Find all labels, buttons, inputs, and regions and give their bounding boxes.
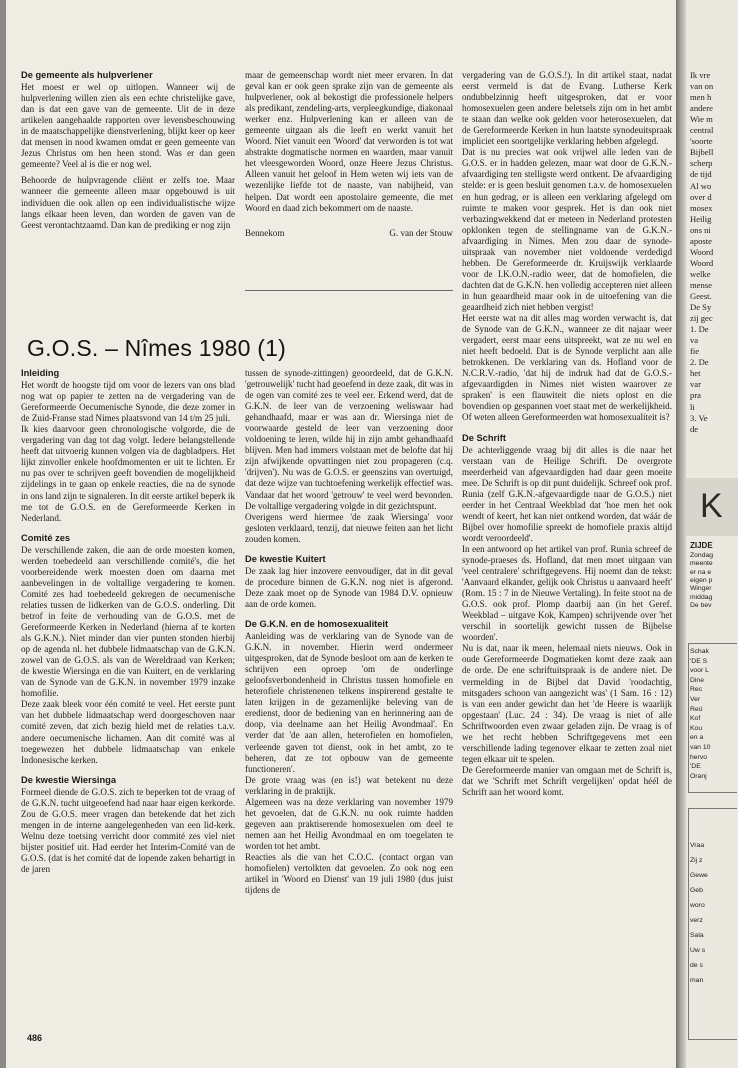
next-page-line: Uw s <box>690 947 706 954</box>
next-page-line: li <box>690 401 695 412</box>
paragraph: Nu is dat, naar ik meen, helemaal niets nieuws. Ook in oude Gereformeerde Dogmatieken komt deze zaak aan de orde. De ene schriftuitspraak is de andere niet. De vermelding in de Bijbel dat David 'roodachtig, mitsgaders schoon van aangezicht was' (1 Sam. 16 : 12) is van een ander gewicht dan het 'de Heere is waarlijk opgestaan' (Luc. 24 : 34). De vraag is niet of alle Schriftwoorden even zwaar geladen zijn. De vraag is of we het recht hebben Schriftgegevens met een verschillende lading tegenover elkaar te zetten zoal niet tegen elkaar uit te spelen. <box>462 643 672 764</box>
next-page-line: Zondag <box>690 552 714 559</box>
next-page-line: Woord <box>690 246 714 257</box>
next-page-line: ons ni <box>690 224 711 235</box>
next-page-line: Ver <box>690 696 701 703</box>
top-article-middle-column <box>245 70 453 239</box>
main-article-column-3 <box>462 70 672 798</box>
next-page-line: 'DE S <box>690 657 708 665</box>
next-page-line: het <box>690 368 701 379</box>
next-page-line: va <box>690 335 699 346</box>
next-page-line: de <box>690 423 699 434</box>
next-page-subheading: ZIJDE <box>690 541 713 550</box>
next-page-line: Bijbell <box>690 147 714 158</box>
next-page-line: Winger <box>690 585 712 593</box>
next-page-line: men h <box>690 92 712 103</box>
next-page-line: hervo <box>690 753 708 761</box>
next-page-line: voor L <box>690 667 709 675</box>
next-page-big-letter: K <box>700 487 723 525</box>
article-end-rule <box>245 290 453 291</box>
next-page-line: zij gec <box>690 313 713 324</box>
next-page-line: mense <box>690 279 712 290</box>
paragraph: Het wordt de hoogste tijd om voor de lezers van ons blad nog wat op papier te zetten na de vergadering van de Gereformeerde Oecumenische Synode, die deze zomer in de Zuid-Franse stad Nimes plaatsvond van 14 t/m 25 juli. <box>21 380 235 424</box>
next-page-line: Kou <box>690 724 703 732</box>
next-page-line: Wie m <box>690 114 713 125</box>
next-page-line: Schak <box>690 648 709 655</box>
paragraph: Overigens werd hiermee 'de zaak Wiersinga' voor gesloten verklaard, tenzij, dat nieuwe feiten aan het licht zouden komen. <box>245 511 453 544</box>
next-page-line: verz <box>690 917 703 924</box>
section-heading: De G.K.N. en de homosexualiteit <box>245 618 389 629</box>
next-page-line: de s <box>690 962 703 969</box>
next-page-line: 2. De <box>690 357 709 368</box>
next-page-line: Dine <box>690 676 704 684</box>
paragraph: De zaak lag hier inzovere eenvoudiger, dat in dit geval de procedure binnen de G.K.N. nog niet is afgerond. Deze zaak moet op de Synode van 1984 D.V. opnieuw aan de orde komen. <box>245 565 453 609</box>
next-page-line: en a <box>690 734 704 742</box>
next-page-line: man <box>690 977 704 984</box>
next-page-line: central <box>690 125 714 136</box>
next-page-line: Sala <box>690 932 704 939</box>
next-page-line: van 10 <box>690 744 711 751</box>
paragraph: vergadering van de G.O.S.!). In dit artikel staat, nadat eerst vermeld is dat de Evang. Lutherse Kerk ondubbelzinnig heeft uitgesproken, dat er voor homosexuelen geen andere beletsels zijn om in het ambt te staan dan welke ook gelden voor heterosexuelen, dat de Gereformeerde Kerken in hun laatste synodeuitspraak impliciet een soortgelijke verklaring hebben afgelegd. <box>462 70 672 147</box>
paragraph: Het moest er wel op uitlopen. Wanneer wij de hulpverlening willen zien als een echte christelijke gave, dan is dat een gave van de gemeente. Uit de in deze artikelen aangehaalde rapporten over levensbeschouwing in de maatschappelijke dienstverlening, blijkt keer op keer dat mensen in nood kwamen omdat er geen gemeente van Jezus Christus om hen heen stond. Was er dan geen gemeente? Veel al is die er nog wel. <box>21 82 235 170</box>
section-heading: De Schrift <box>462 432 506 443</box>
next-page-line: meente <box>690 560 713 568</box>
paragraph: Algemeen was na deze verklaring van november 1979 het gevoelen, dat de G.K.N. nu ook ruimte hadden gegeven aan praktiserende homosexuelen om deel te nemen aan het Heilig Avondmaal en om toegelaten te worden tot het ambt. <box>245 796 453 851</box>
paragraph: Ik kies daarvoor geen chronologische volgorde, die de vergadering van dag tot dag volgt. Iedere belangstellende heeft dat uitvoerig kunnen volgen via de dagbladpers. Het lijkt zinvoller enkele hoofdmomenten er uit te lichten. Er nu pas over te schrijven geeft bovendien de mogelijkheid zijdelings in te gaan op enkele reacties, die na de synode in ons land zijn te signaleren. In dit eerste artikel beperk ik me tot de G.O.S. en de Gereformeerde Kerken in Nederland. <box>21 424 235 523</box>
article-headline: G.O.S. – Nîmes 1980 (1) <box>27 335 286 361</box>
next-page-line: mosex <box>690 202 713 213</box>
next-page-line: middag <box>690 593 713 601</box>
next-page-line: Zij z <box>690 857 703 864</box>
next-page-line: 3. Ve <box>690 412 708 423</box>
next-page-line: 1. De <box>690 324 709 335</box>
next-page-line: aposte <box>690 235 712 246</box>
next-page-line: woro <box>690 902 705 909</box>
paragraph: Formeel diende de G.O.S. zich te beperken tot de vraag of de G.K.N. tucht uitgeoefend had naar haar eigen kerkorde. Zou de G.O.S. meer vragen dan betekende dat het zich mengen in de interne aangelegenheden van een lid-kerk. Welnu deze toetsing verricht door commité zes viel niet bijster positief uit. Had eerder het Interim-Comité van de G.O.S. (dat is het comité dat de lopende zaken behartigt in de jaren <box>21 786 235 875</box>
page-number: 486 <box>27 1033 43 1043</box>
signature-line <box>245 228 453 239</box>
next-page-line: Al wo <box>690 180 712 191</box>
top-article-left-column <box>21 70 235 231</box>
next-page-line: De bev <box>690 601 712 609</box>
book-gutter <box>676 0 686 1068</box>
paragraph: De grote vraag was (en is!) wat betekent nu deze verklaring in de praktijk. <box>245 774 453 796</box>
next-page-line: welke <box>690 268 711 279</box>
section-heading: De kwestie Wiersinga <box>21 774 116 785</box>
paragraph: Reacties als die van het C.O.C. (contact organ van homofielen) vertolkten dat gevoelen. Zo ook nog een artikel in 'Woord en Dienst' van 19 juli 1980 (dus juist tijdens de <box>245 851 453 896</box>
next-page-line: er na e <box>690 568 712 576</box>
paragraph: In een antwoord op het artikel van prof. Runia schreef de synode-praeses ds. Hofland, dat men moet uitgaan van 'veel centralere' schriftgegevens. Hij noemt dan de tekst: 'Aanvaard elkander, gelijk ook Christus u aanvaard heeft' (Rom. 15 : 7 in de Nieuwe Vertaling). In feite stoot na de G.O.S. ook prof. Plomp daarbij aan (in het Geref. Weekblad – uitgave Kok, Kampen) schrijvende over 'het verschil in soortelijk gewicht tussen de Bijbelse woorden'. <box>462 543 672 643</box>
next-page-line: Vraa <box>690 842 705 849</box>
next-page-line: andere <box>690 103 713 114</box>
next-page-line: Geest. <box>690 291 712 301</box>
paragraph: De achterliggende vraag bij dit alles is die naar het verstaan van de Heilige Schrift. De overgrote meerderheid van afgevaardigden had daar geen moeite mee. De Schrift is op dit punt duidelijk. Schreef ook prof. Runia (zelf G.K.N.-afgevaardigde naar de G.O.S.) niet eerder in het Centraal Weekblad dat 'hoe men het ook wendt of keert, het kan niet ontkend worden, dat wáár de Bijbel over homofilie spreekt de homofiele praxis altijd wordt veroordeeld'. <box>462 444 672 543</box>
paragraph: tussen de synode-zittingen) geoordeeld, dat de G.K.N. 'getrouwelijk' tucht had geoefend in deze zaak, dit was in de ogen van comité zes te veel eer. Erkend werd, dat de G.K.N. de leer van de verzoening weliswaar had gehandhaafd, maar er was aan dr. Wiersinga niet de voorwaarde gesteld de leer van verzoening door voldoening te leren, wilde hij in zijn ambt gehandhaafd blijven. Men had immers volstaan met de belofte dat hij zijn afwijkende opvattingen niet zou propageren (c.q. 'drijven'). Nu was de G.O.S. er geenszins van overtuigd, dat deze wijze van tuchtoefening werkelijk effectief was. Vandaar dat het woord 'getrouw' te veel werd bevonden. De voltallige vergadering volgde in dit gezichtspunt. <box>245 368 453 511</box>
main-article-column-2 <box>245 368 453 896</box>
paragraph: Dat is nu precies wat ook vrijwel alle leden van de G.O.S. er in hadden gelezen, maar wat door de G.K.N.-afvaardiging ten stelligste werd ontkent. De afvaardiging stelde: er is geen besluit genomen t.a.v. de homosexuelen en hun gedrag, er is alleen een verklaring afgelegd om ruimte te maken voor gesprek. Het is dan ook niet verbazingwekkend dat er meteen in Nederland protesten opklonken tegen de stellingname van de G.K.N.-afvaardiging in Nimes. Men zou daar de synode-uitspraak van november niet voldoende verdedigd hebben. De Gereformeerde dr. Kruijswijk verklaarde voor de I.K.O.N.-radio weer, dat de homofielen, die dachten dat de G.K.N. hen volledig accepteren niet alleen in hun geaardheid maar ook in de uitoefening van die geaardheid zich niet hebben vergist! <box>462 147 672 312</box>
next-page-line: Gewe <box>690 872 708 879</box>
paragraph: De verschillende zaken, die aan de orde moesten komen, werden toebedeeld aan verschillende comité's, die het voorbereidende werk moesten doen om daarna met aanbevelingen in de voltallige vergadering te komen. Comité zes had toebedeeld gekregen de oecumenische relaties tussen de lidkerken van de G.O.S. onderling. Dit betrof in feite de verhouding van de G.O.S. met de Gereformeerde Kerken in Nederland (hierna af te korten als G.K.N.). Niet minder dan vier punten stonden hierbij op de agenda nl. het dubbele lidmaatschap van de G.K.N. zowel van de G.O.S. als van de Wereldraad van Kerken; de kwestie Wiersinga en die van Kuitert, en de verklaring van de Synode van de G.K.N. in november 1979 inzake homofilie. <box>21 544 235 699</box>
section-heading: De gemeente als hulpverlener <box>21 70 153 80</box>
next-page-line: de tijd <box>690 169 712 180</box>
next-page-line: pra <box>690 390 701 401</box>
magazine-page <box>6 0 676 1068</box>
next-page-line: Rec <box>690 686 703 694</box>
section-heading: Inleiding <box>21 368 60 378</box>
next-page-line: van on <box>690 81 714 92</box>
paragraph: Deze zaak bleek voor één comité te veel. Het eerste punt van het dubbele lidmaatschap werd doorgeschoven naar comité zeven, dat zich bezig hield met de relaties t.a.v. andere oecumenische lichamen. Aan dit comité was al toegewezen het dubbele lidmaatschap van enkele Indonesische kerken. <box>21 699 235 765</box>
next-page-line: Geb <box>690 887 703 894</box>
next-page-line: Heilig <box>690 213 712 224</box>
main-article-column-1 <box>21 368 235 875</box>
next-page-line: Kof <box>690 715 701 723</box>
signature-place: Bennekom <box>245 227 285 238</box>
section-heading: Comité zes <box>21 532 71 543</box>
next-page-line: De Sy <box>690 302 712 313</box>
next-page-line: over d <box>690 191 712 202</box>
next-page-line: Reü <box>690 705 703 713</box>
next-page-line: 'DE <box>690 763 701 771</box>
next-page-line: 'soorte <box>690 136 713 147</box>
paragraph: Behoorde de hulpvragende cliënt er zelfs toe. Maar wanneer die gemeente alleen maar opgebouwd is uit individuen die ook allen op een individualistische wijze langs elkaar heen leven, dan worden de gaven van de Geest verontachtzaamd. Dan kan de prediking er nog zijn <box>21 175 235 230</box>
next-page-line: Oranj <box>690 772 707 780</box>
next-page-line: scherp <box>690 158 713 169</box>
paragraph: Aanleiding was de verklaring van de Synode van de G.K.N. in november. Hierin werd ondermeer uitgesproken, dat de Synode besloot om aan de kerken te schrijven een oproep 'om de onderlinge geloofsverbondenheid in Christus tussen homofiele en heterofiele christenenen telkens inspirerend gestalte te laten krijgen in de gezamenlijke beleving van de eredienst, door de bediening van en herinnering aan de doop, via deelname aan het Heilig Avondmaal'. En verder dat 'de aan allen, heterofielen en homofielen, verleende gaven tot dienst, ook in het ambt, zo te beheren, dat ze tot opbouw van de gemeente functioneren'. <box>245 631 453 774</box>
next-page-line: Woord <box>690 257 714 268</box>
section-heading: De kwestie Kuitert <box>245 553 326 564</box>
paragraph: maar de gemeenschap wordt niet meer ervaren. In dat geval kan er ook geen sprake zijn van de gemeente als hulpverlener, ook al bekostigt die professionele helpers als predikant, zendeling-arts, verpleegkundige, diakonaal werker enz. Hulpverlening kan er alleen van de gemeente uitgaan als die leeft en werkt vanuit het Woord. Niet vanuit een 'Woord' dat verworden is tot wat abstrakte dogmatische normen en waarden, maar vanuit het vleesgeworden Woord, onze Heere Jezus Christus. Alleen vanuit het geloof in Hem weten wij iets van de wezenlijke liefde tot de naaste, van nabijheid, van helpen. Dat wordt een apostolaire gemeente, die met Woord en daad zich bekommert om de naaste. <box>245 70 453 213</box>
next-page-line: var <box>690 379 701 390</box>
next-page-line: fie <box>690 346 700 357</box>
next-page-edge <box>686 0 738 1068</box>
next-page-line: eigen p <box>690 576 713 584</box>
paragraph: De Gereformeerde manier van omgaan met de Schrift is, dat we 'Schrift met Schrift vergelijken' opdat héél de Schrift aan het woord komt. <box>462 764 672 797</box>
paragraph: Het eerste wat na dit alles mag worden verwacht is, dat de Synode van de G.K.N., wanneer ze dit najaar weer vergadert, eerst maar eens uitspreekt, wat ze nu wel en niet heeft bedoeld. Dat is de Synode verplicht aan alle betrokkenen. De verklaring van ds. Hofland voor de N.C.R.V.-radio, 'dat hij de indruk had dat de G.O.S.-afgevaardigden in Nimes niet wisten waarover ze spraken' is een flauwiteit die niets oplost en die bovendien op gespannen voet staat met de werkelijkheid. Of weten alleen Gereformeerden wat homosexualiteit is? <box>462 313 672 423</box>
next-page-line: Ik vre <box>690 70 711 80</box>
signature-author: G. van der Stouw <box>389 227 453 238</box>
